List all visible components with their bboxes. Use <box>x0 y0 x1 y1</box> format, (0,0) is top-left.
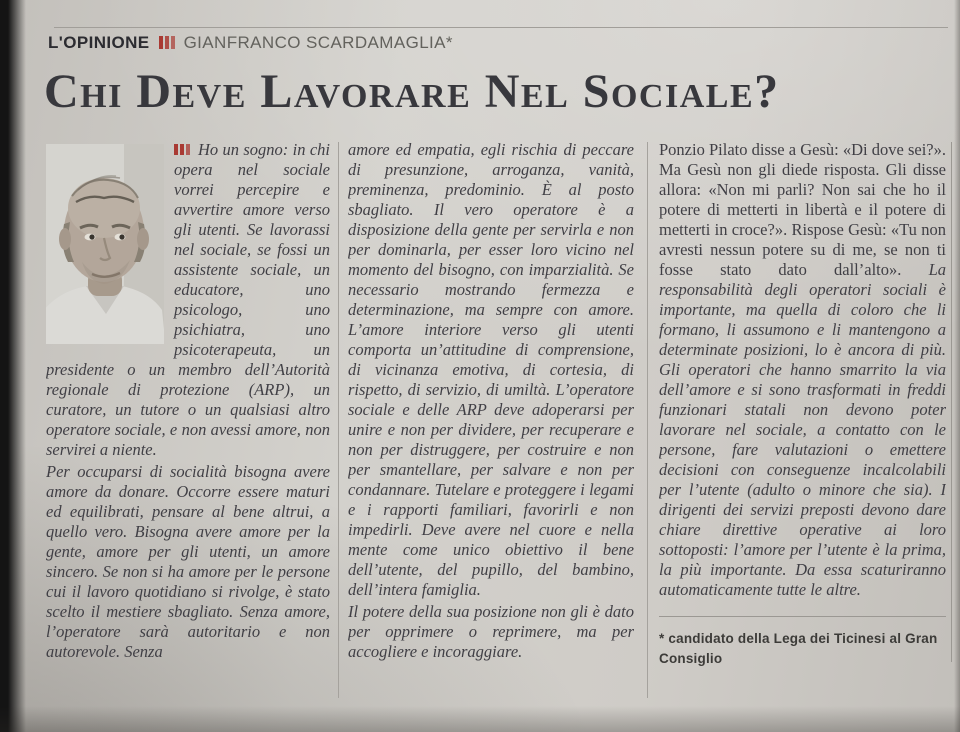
column-divider-2 <box>647 142 648 698</box>
body-text: Il potere della sua posizione non gli è dato per opprimere o reprimere, ma per accogliere e incoraggiare. <box>348 602 634 661</box>
author-photo-image <box>46 144 164 344</box>
kicker-section-label: L'OPINIONE <box>48 33 150 52</box>
body-text: amore ed empatia, egli rischia di peccare di presunzione, arroganza, vanità, preminenza, predominio. È al posto sbagliato. Il vero operatore è a disposizione della gente per servirla e non per dominarla, per esser loro vicino nel momento del bisogno, con imparzialità. Se necessario mostrando fermezza e determinazione, ma sempre con amore. L’amore interiore verso gli utenti comporta un’attitudine di comprensione, di vicinanza emotiva, di cortesia, di rispetto, di servizio, di umiltà. L’operatore sociale e delle ARP deve adoperarsi per unire e non per dividere, per recuperare e non per distruggere, per costruire e non per smantellare, per salvare e non per condannare. Tutelare e proteggere i legami e i rapporti familiari, favorirli e non impedirli. Deve avere nel cuore e nella mente come unico obiettivo il bene dell’utente, del pupillo, del bambino, dell’intera famiglia. <box>348 140 634 599</box>
article-headline: Chi Deve Lavorare Nel Sociale? <box>44 65 780 118</box>
red-bars-icon <box>159 34 177 54</box>
scan-edge-left <box>0 0 26 732</box>
author-photo <box>46 144 164 344</box>
body-text: Per occuparsi di socialità bisogna avere amore da donare. Occorre essere maturi ed equilibrati, pensare al bene altrui, a quello vero. Bisogna avere amore per la gente, amore per gli utenti, un amore sincero. Se non si ha amore per le persone cui il lavoro quotidiano si rivolge, è stato scelto il mestiere sbagliato. Senza amore, l’operatore sarà autoritario e non autorevole. Senza <box>46 462 330 661</box>
article-column-1 <box>46 140 330 718</box>
paragraph <box>46 462 330 662</box>
body-text: La responsabilità degli operatori sociali è importante, ma quella di coloro che li formano, li assumono e li mantengono a determinate posizioni, lo è ancora di più. Gli operatori che hanno smarrito la via dell’amore e si sono trasformati in freddi funzionari statali non devono poter lavorare nel sociale, a contatto con le persone, fare valutazioni o emettere decisioni con conseguenze incalcolabili per l’utente (adulto o minore che sia). I dirigenti dei servizi preposti devono dare chiare direttive operative ai loro sottoposti: l’amore per l’utente è la prima, la più importante. Da essa scaturiranno automaticamente tutte le altre. <box>659 260 946 599</box>
body-text-roman: Ponzio Pilato disse a Gesù: «Di dove sei?». Ma Gesù non gli diede risposta. Gli disse allora: «Non mi parli? Non sai che ho il potere di metterti in libertà e il potere di metterti in croce?». Rispose Gesù: «Tu non avresti nessun potere su di me, se non ti fosse stato dato dall’alto». <box>659 140 946 279</box>
footnote <box>659 616 946 669</box>
footnote-text: * candidato della Lega dei Ticinesi al Gran Consiglio <box>659 631 938 666</box>
paragraph <box>348 602 634 662</box>
kicker-author-label: GIANFRANCO SCARDAMAGLIA* <box>183 33 453 52</box>
article-column-2 <box>348 140 634 718</box>
lead-red-bars-icon <box>174 140 192 160</box>
kicker <box>48 33 453 54</box>
top-rule <box>54 27 948 28</box>
column-divider-1 <box>338 142 339 698</box>
column-divider-3 <box>951 142 952 662</box>
paragraph <box>659 140 946 600</box>
body-text: Ho un sogno: in chi opera nel sociale vorrei percepire e avvertire amore verso gli utenti. Se lavorassi nel sociale, se fossi un assistente sociale, un educatore, uno psicologo, uno psichiatra, uno psicoterapeuta, un presidente o un membro dell’Autorità regionale di protezione (ARP), un curatore, un tutore o un qualsiasi altro operatore sociale, e non avessi amore, non servirei a niente. <box>46 140 330 459</box>
article-column-3 <box>659 140 946 718</box>
scan-edge-right <box>954 0 960 732</box>
paragraph <box>348 140 634 600</box>
